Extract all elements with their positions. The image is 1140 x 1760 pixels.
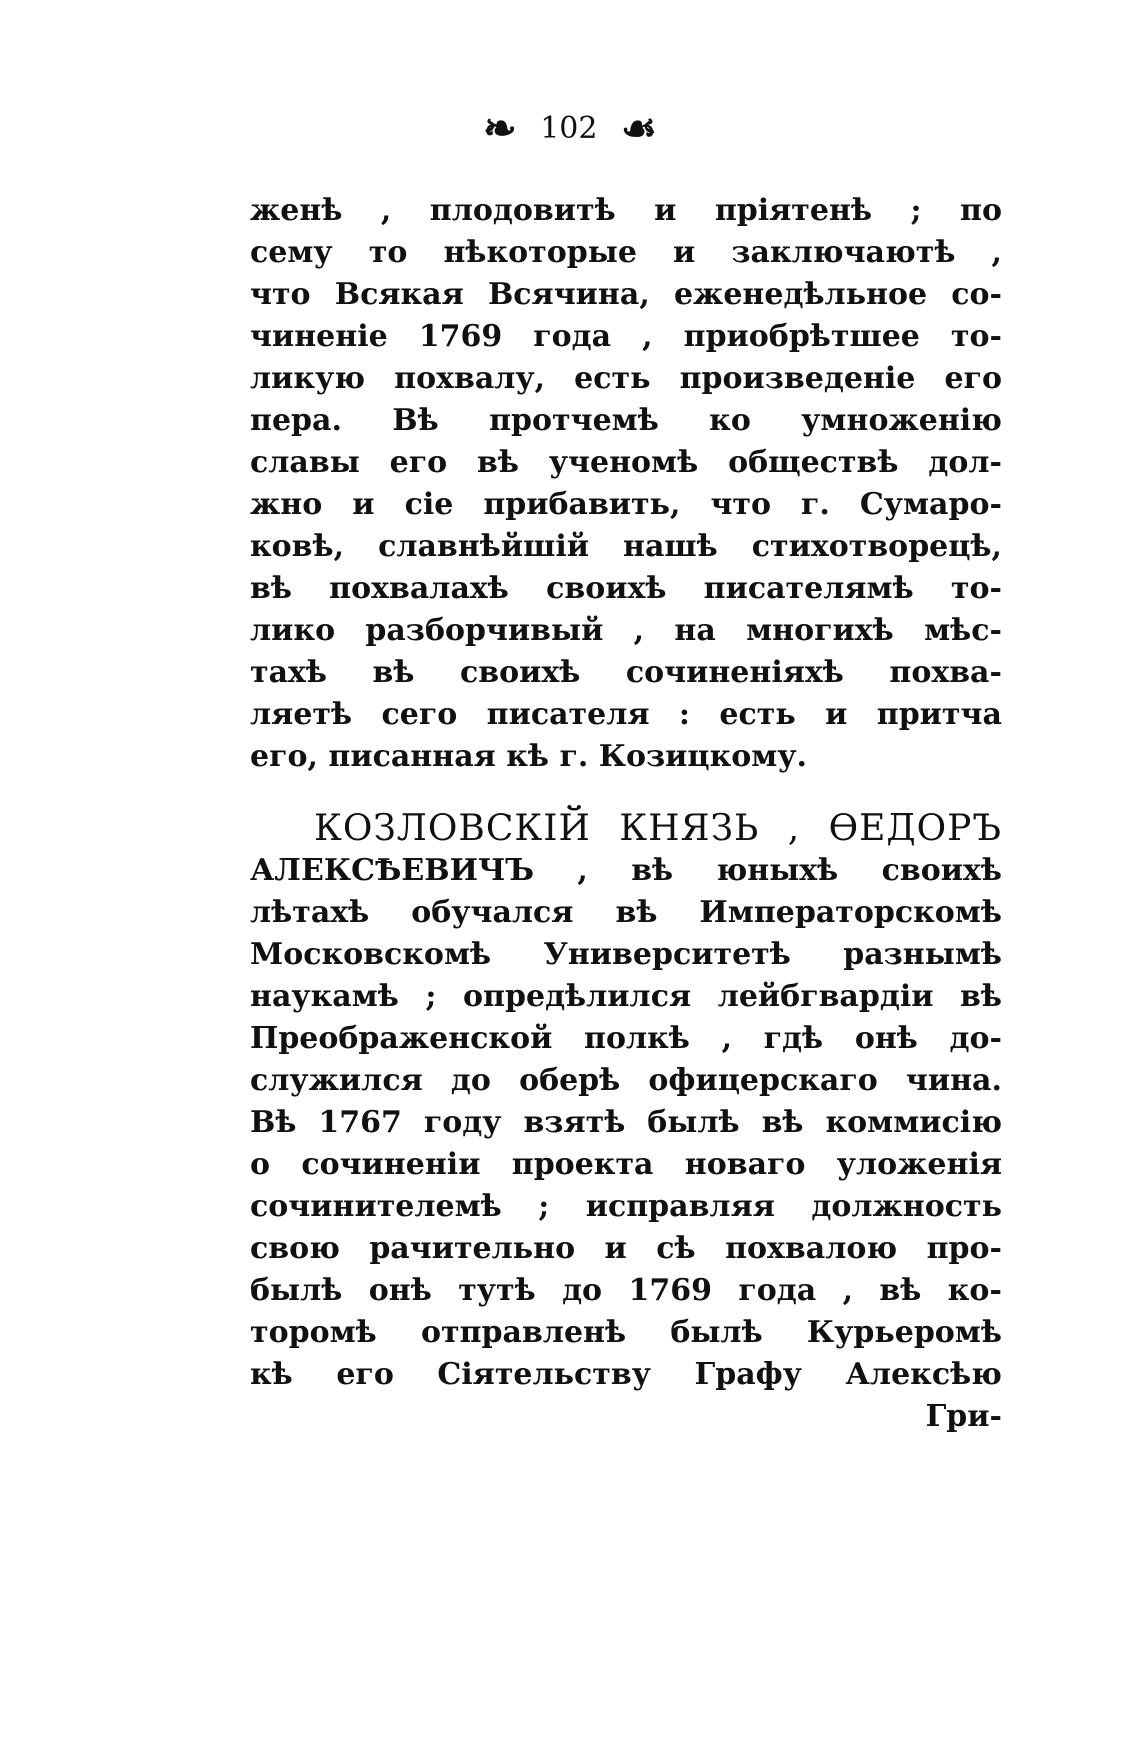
- page-number: 102: [540, 111, 598, 146]
- text-line: свою рачительно и сѣ похвалою про-: [250, 1231, 1002, 1266]
- text-line: пера. Вѣ протчемѣ ко умноженію: [250, 403, 1002, 438]
- text-line: славы его вѣ ученомѣ обществѣ дол-: [250, 445, 1002, 480]
- text-line: сочинителемѣ ; исправляя должность: [250, 1189, 1002, 1224]
- text-line: ликую похвалу, есть произведеніе его: [250, 361, 1002, 396]
- text-line: торомѣ отправленѣ былѣ Курьеромѣ: [250, 1315, 1002, 1350]
- text-line: о сочиненіи проекта новаго уложенія: [250, 1147, 1002, 1182]
- text-line: лѣтахѣ обучался вѣ Императорскомѣ: [250, 895, 1002, 930]
- ornament-right-icon: ☙: [621, 105, 657, 152]
- paragraph-1: [250, 190, 1002, 778]
- text-line: былѣ онѣ тутѣ до 1769 года , вѣ ко-: [250, 1273, 1002, 1308]
- text-line: вѣ похвалахѣ своихѣ писателямѣ то-: [250, 571, 1002, 606]
- catchword: Гри-: [925, 1399, 1002, 1434]
- text-line: жно и сіе прибавить, что г. Сумаро-: [250, 487, 1002, 522]
- text-line: сему то нѣкоторые и заключаютѣ ,: [250, 235, 1002, 270]
- text-line: наукамѣ ; опредѣлился лейбгвардіи вѣ: [250, 979, 1002, 1014]
- text-line: чиненіе 1769 года , приобрѣтшее то-: [250, 319, 1002, 354]
- text-line: Вѣ 1767 году взятѣ былѣ вѣ коммисію: [250, 1105, 1002, 1140]
- text-line: ковѣ, славнѣйшій нашѣ стихотворецѣ,: [250, 529, 1002, 564]
- paragraph-2: [250, 808, 1002, 1438]
- text-line: тахѣ вѣ своихѣ сочиненіяхѣ похва-: [250, 655, 1002, 690]
- text-line: ляетѣ сего писателя : есть и притча: [250, 697, 1002, 732]
- text-line: его, писанная кѣ г. Козицкому.: [250, 739, 807, 774]
- ornament-left-icon: ❧: [483, 105, 517, 152]
- text-line: женѣ , плодовитѣ и пріятенѣ ; по: [250, 193, 1002, 228]
- text-line: кѣ его Сіятельству Графу Алексѣю: [250, 1357, 1002, 1392]
- text-line: Преображенской полкѣ , гдѣ онѣ до-: [250, 1021, 1002, 1056]
- text-line: Московскомѣ Университетѣ разнымѣ: [250, 937, 1002, 972]
- text-line: служился до оберѣ офицерскаго чина.: [250, 1063, 1002, 1098]
- page-header: [0, 105, 1140, 152]
- text-line: что Всякая Всячина, еженедѣльное со-: [250, 277, 1002, 312]
- text-line: АЛЕКСѢЕВИЧЪ , вѣ юныхѣ своихѣ: [250, 853, 1002, 888]
- text-line: лико разборчивый , на многихѣ мѣс-: [250, 613, 1002, 648]
- entry-heading: КОЗЛОВСКІЙ КНЯЗЬ , ѲЕДОРЪ: [314, 808, 1002, 849]
